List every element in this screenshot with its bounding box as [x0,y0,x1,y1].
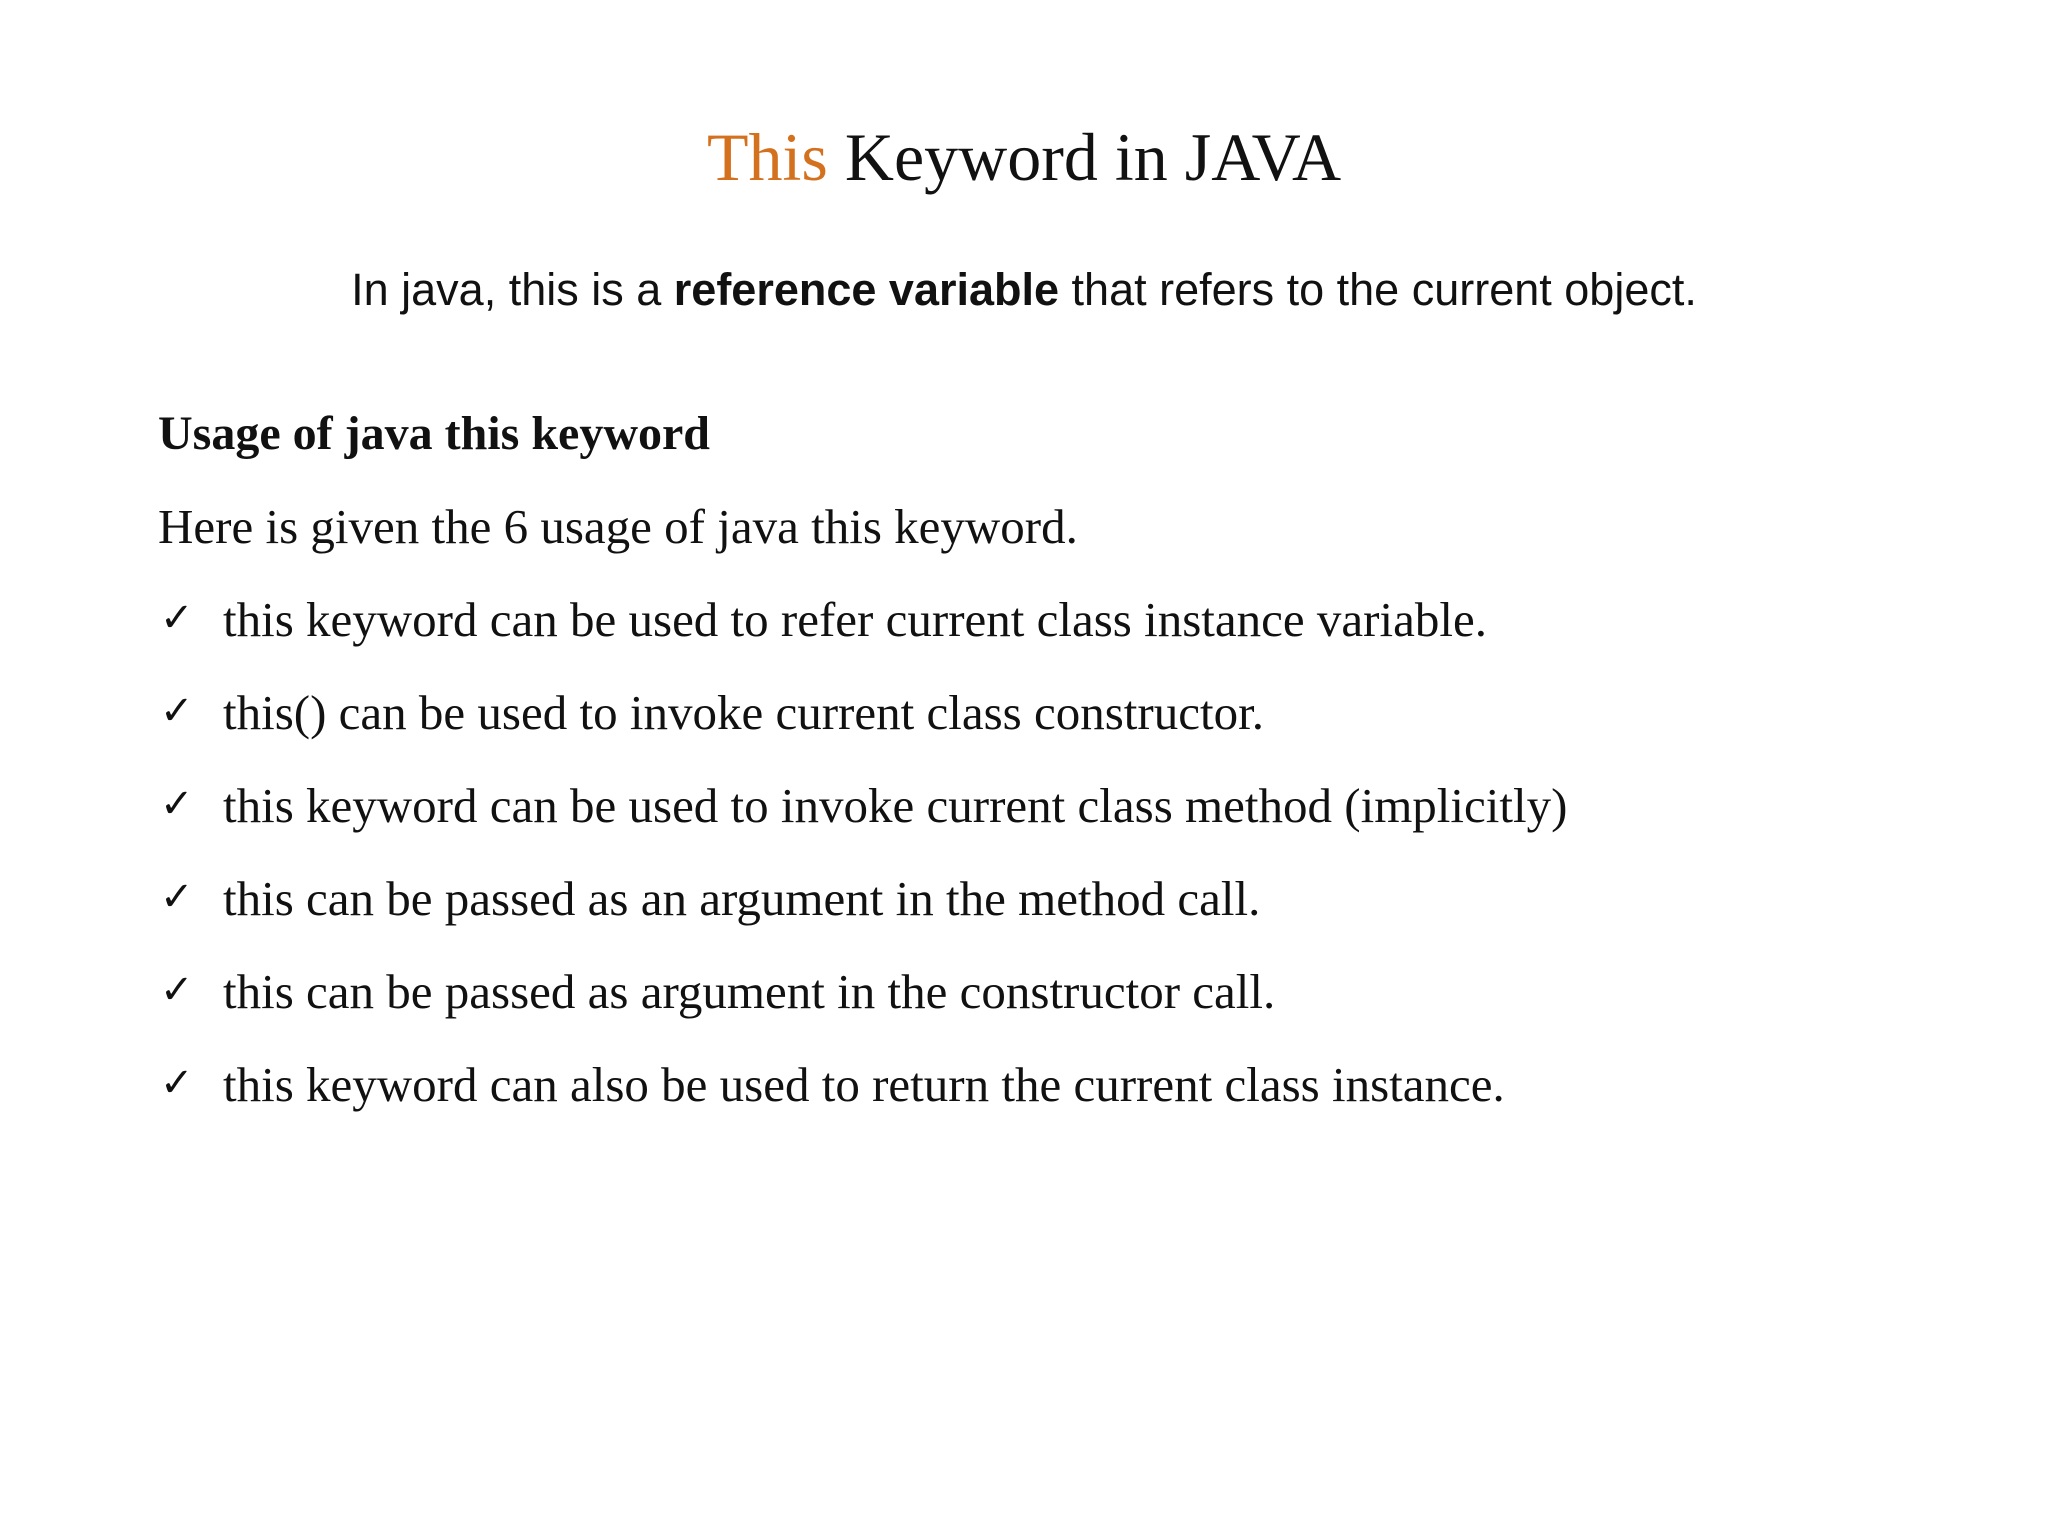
usage-heading: Usage of java this keyword [158,407,710,460]
usage-lead: Here is given the 6 usage of java this keyword. [158,499,1078,554]
checkmark-icon: ✓ [160,967,194,1013]
checkmark-icon: ✓ [160,781,194,827]
intro-before: In java, this is a [351,264,674,315]
intro-after: that refers to the current object. [1059,264,1697,315]
intro-bold-term: reference variable [673,264,1060,315]
slide-title [0,112,2048,202]
checkmark-icon: ✓ [160,874,194,920]
checkmark-icon: ✓ [160,688,194,734]
usage-item-text: this keyword can be used to refer current class instance variable. [223,592,1487,647]
checkmark-icon: ✓ [160,1060,194,1106]
usage-item-text: this can be passed as argument in the constructor call. [223,964,1276,1019]
usage-item-text: this keyword can also be used to return the current class instance. [223,1057,1505,1112]
checkmark-icon: ✓ [160,595,194,641]
usage-item-text: this keyword can be used to invoke current class method (implicitly) [223,778,1568,833]
intro-sentence [0,260,2048,320]
usage-item-text: this() can be used to invoke current class constructor. [223,685,1264,740]
usage-item-text: this can be passed as an argument in the method call. [223,871,1261,926]
title-accent-word: This [706,119,828,195]
title-rest: Keyword in JAVA [844,119,1342,195]
